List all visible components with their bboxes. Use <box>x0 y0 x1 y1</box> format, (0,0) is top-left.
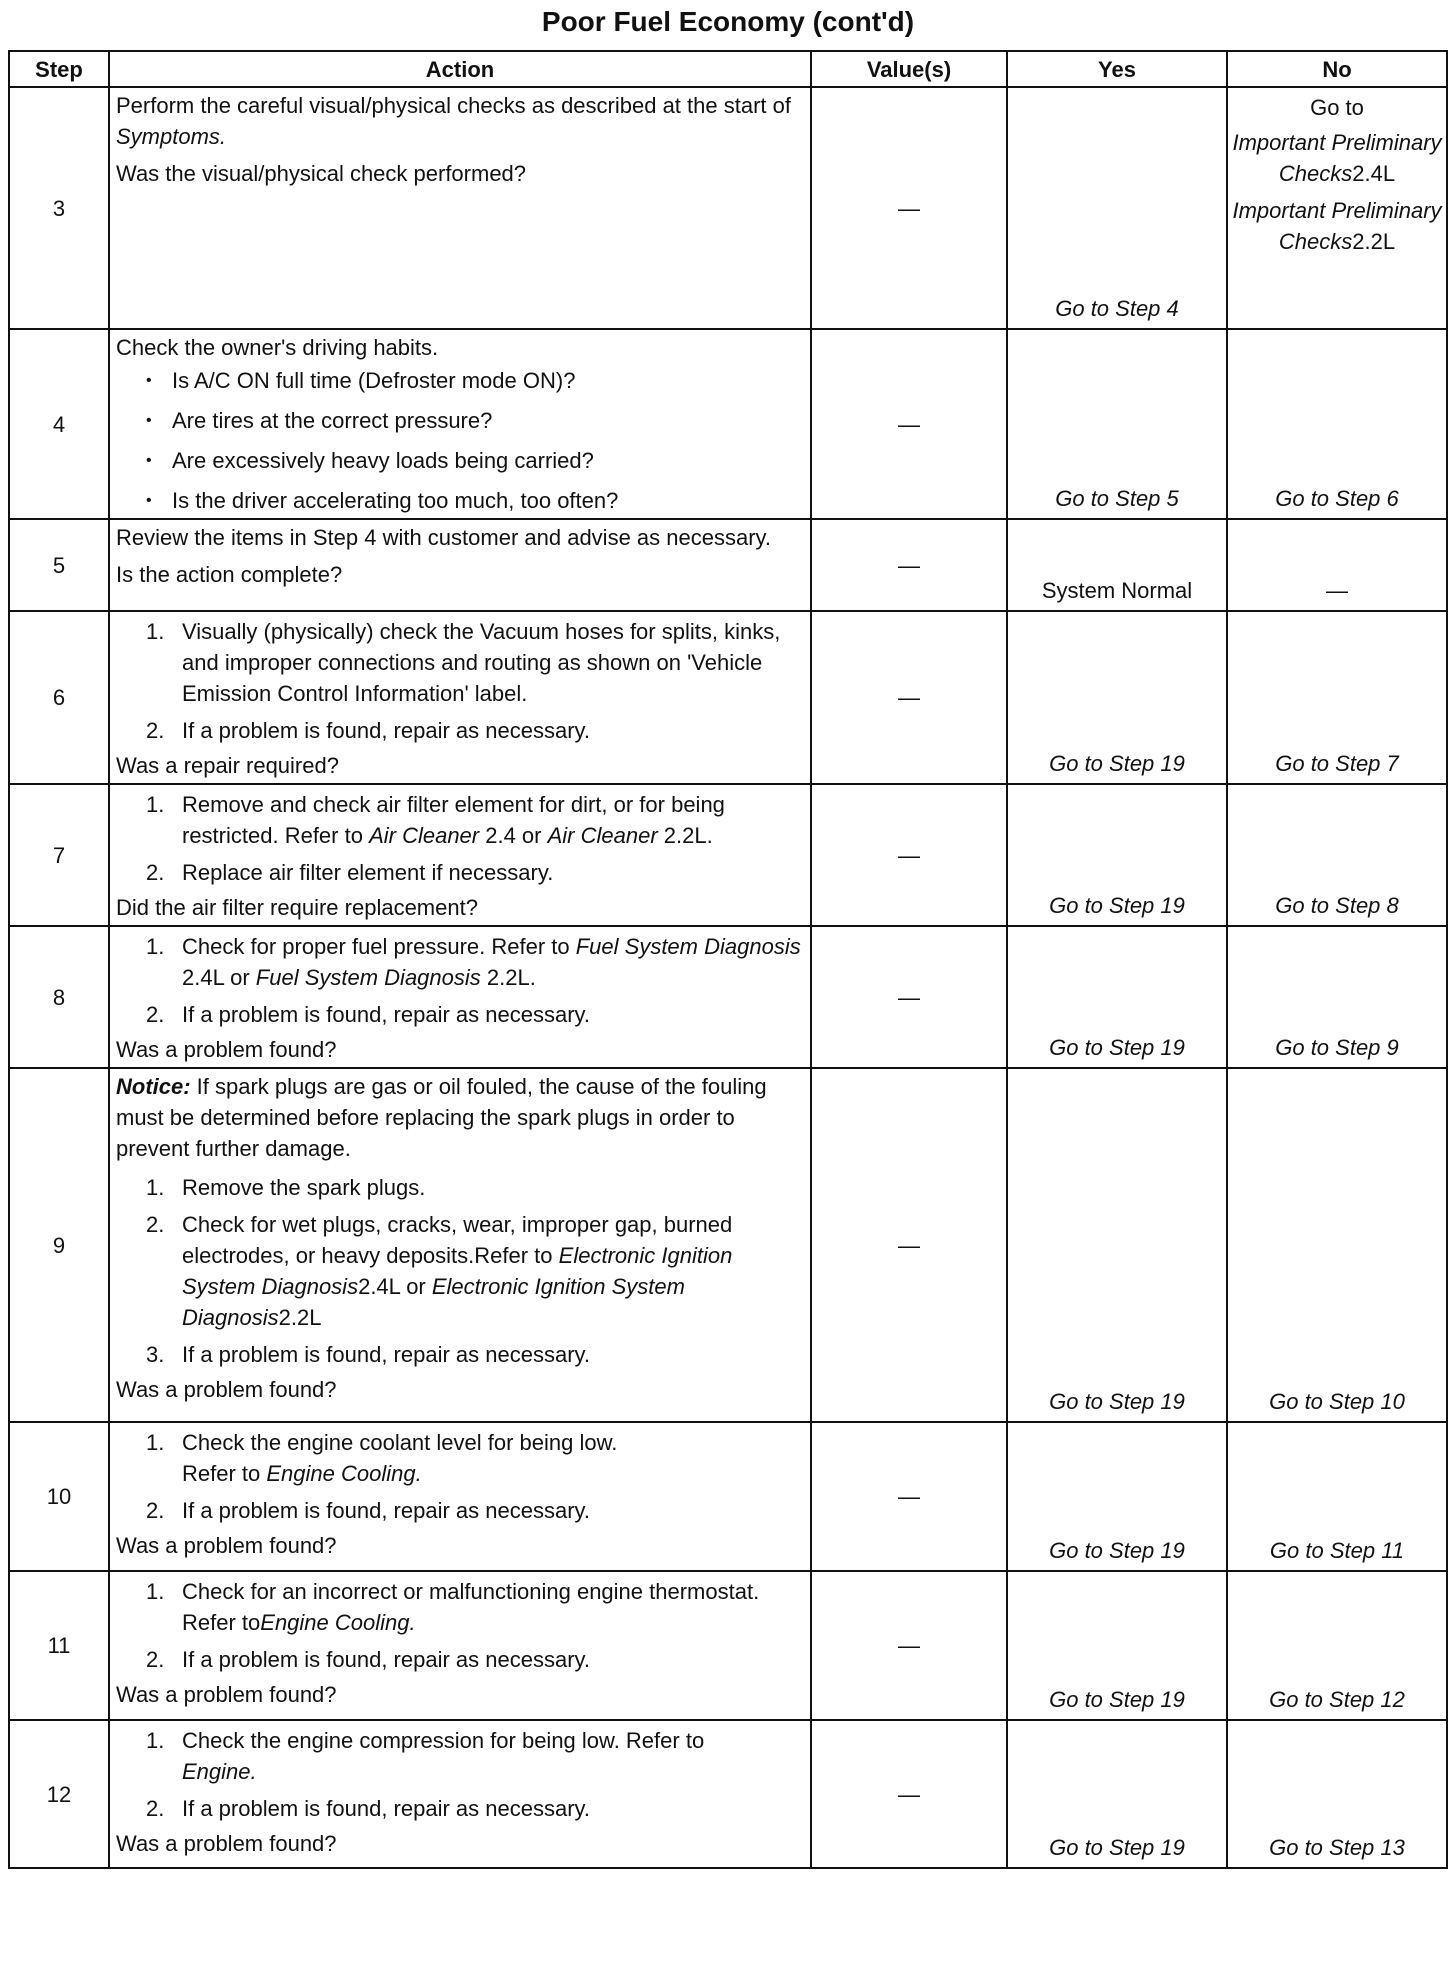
list-item <box>146 1576 804 1638</box>
reference-air-cleaner: Air Cleaner <box>369 823 480 848</box>
list-item <box>146 1339 804 1370</box>
yes-goto-link[interactable]: Go to Step 19 <box>1049 751 1185 776</box>
list-item <box>146 1495 804 1526</box>
yes-cell <box>1007 611 1227 784</box>
action-question: Did the air filter require replacement? <box>116 895 478 920</box>
action-question: Was a problem found? <box>116 1037 337 1062</box>
list-number: 1. <box>146 619 165 644</box>
yes-goto-link[interactable]: Go to Step 19 <box>1049 1389 1185 1414</box>
table-row-step-6 <box>9 611 1447 784</box>
action-intro: Review the items in Step 4 with customer and advise as necessary. <box>116 525 772 550</box>
yes-cell <box>1007 1422 1227 1571</box>
table-row-step-12 <box>9 1720 1447 1868</box>
value-cell: — <box>811 1571 1007 1720</box>
value-cell: — <box>811 329 1007 519</box>
step-number: 8 <box>9 926 109 1068</box>
list-item <box>146 789 804 851</box>
value-cell: — <box>811 926 1007 1068</box>
list-number: 1. <box>146 1175 165 1200</box>
list-item-text: Check the engine coolant level for being low. Refer to <box>182 1430 618 1486</box>
list-item-text: If a problem is found, repair as necessary. <box>182 718 591 743</box>
no-cell <box>1227 611 1447 784</box>
no-link-2-4l[interactable] <box>1232 127 1442 189</box>
list-item <box>146 931 804 993</box>
action-question: Was a problem found? <box>116 1377 337 1402</box>
action-question: Was a repair required? <box>116 753 339 778</box>
step-number: 3 <box>9 87 109 329</box>
list-item-text: 2.2L. <box>657 823 713 848</box>
numbered-list <box>116 1427 804 1526</box>
action-question: Was a problem found? <box>116 1831 337 1856</box>
no-link-text: Important Preliminary Checks <box>1232 198 1442 254</box>
header-yes: Yes <box>1007 51 1227 87</box>
no-link-engine: 2.2L <box>1352 229 1396 254</box>
no-cell <box>1227 1571 1447 1720</box>
yes-goto-link[interactable]: Go to Step 19 <box>1049 893 1185 918</box>
reference-air-cleaner: Air Cleaner <box>547 823 658 848</box>
yes-cell <box>1007 519 1227 611</box>
list-number: 2. <box>146 718 165 743</box>
no-link-text: Important Preliminary Checks <box>1232 130 1442 186</box>
list-item: • Is A/C ON full time (Defroster mode ON)? <box>146 365 804 396</box>
no-goto-link[interactable]: Go to Step 11 <box>1269 1538 1405 1563</box>
list-item-text: 2.2L. <box>480 965 536 990</box>
bullet-list <box>116 365 804 516</box>
value-cell: — <box>811 87 1007 329</box>
action-cell <box>109 329 811 519</box>
list-item <box>146 1209 804 1333</box>
step-number: 10 <box>9 1422 109 1571</box>
value-cell: — <box>811 519 1007 611</box>
list-number: 2. <box>146 1796 165 1821</box>
list-item-text: If a problem is found, repair as necessary. <box>182 1342 591 1367</box>
reference-engine-cooling: Engine Cooling. <box>266 1461 422 1486</box>
step-number: 9 <box>9 1068 109 1422</box>
yes-cell <box>1007 87 1227 329</box>
reference-engine-cooling: Engine Cooling. <box>260 1610 416 1635</box>
action-cell <box>109 519 811 611</box>
list-number: 1. <box>146 1430 165 1455</box>
notice-text <box>116 1071 804 1164</box>
list-item-text: Check for an incorrect or malfunctioning engine thermostat. Refer to <box>182 1579 760 1635</box>
action-text-part: Perform the careful visual/physical checks as described at the start of <box>116 93 791 118</box>
yes-cell <box>1007 784 1227 926</box>
action-question: Was a problem found? <box>116 1682 337 1707</box>
no-cell <box>1227 1720 1447 1868</box>
action-cell <box>109 1571 811 1720</box>
list-number: 2. <box>146 1647 165 1672</box>
list-number: 1. <box>146 1579 165 1604</box>
no-cell <box>1227 1422 1447 1571</box>
yes-goto-link[interactable]: Go to Step 19 <box>1049 1035 1185 1060</box>
value-cell: — <box>811 1422 1007 1571</box>
step-number: 11 <box>9 1571 109 1720</box>
header-values: Value(s) <box>811 51 1007 87</box>
list-item <box>146 857 804 888</box>
list-item <box>146 616 804 709</box>
list-number: 2. <box>146 1498 165 1523</box>
action-question: Was a problem found? <box>116 1533 337 1558</box>
value-cell: — <box>811 784 1007 926</box>
list-item-text: If a problem is found, repair as necessary. <box>182 1647 591 1672</box>
no-goto-link[interactable]: Go to Step 12 <box>1269 1687 1405 1712</box>
no-goto-link[interactable]: Go to Step 6 <box>1275 486 1399 511</box>
list-item <box>146 715 804 746</box>
list-item: • Is the driver accelerating too much, too often? <box>146 485 804 516</box>
list-number: 2. <box>146 1212 165 1237</box>
list-item-text: 2.4L or <box>358 1274 432 1299</box>
reference-fuel-system: Fuel System Diagnosis <box>255 965 481 990</box>
yes-result: System Normal <box>1041 578 1193 603</box>
no-cell <box>1227 926 1447 1068</box>
action-text <box>116 90 804 152</box>
numbered-list <box>116 789 804 888</box>
no-goto-link[interactable]: Go to Step 8 <box>1275 893 1399 918</box>
table-row-step-10 <box>9 1422 1447 1571</box>
no-goto-link[interactable]: Go to Step 9 <box>1275 1035 1399 1060</box>
value-cell: — <box>811 611 1007 784</box>
list-number: 2. <box>146 1002 165 1027</box>
no-goto-link[interactable]: Go to Step 13 <box>1269 1835 1405 1860</box>
list-item <box>146 1172 804 1203</box>
reference-ignition: Electronic Ignition System Diagnosis <box>182 1274 685 1330</box>
action-question: Was the visual/physical check performed? <box>116 161 527 186</box>
no-goto-link[interactable]: Go to Step 7 <box>1275 751 1399 776</box>
yes-cell <box>1007 1068 1227 1422</box>
table-row-step-4 <box>9 329 1447 519</box>
no-cell <box>1227 329 1447 519</box>
step-number: 5 <box>9 519 109 611</box>
list-item-text: 2.4L or <box>182 965 256 990</box>
no-cell <box>1227 87 1447 329</box>
list-item-text: Remove the spark plugs. <box>182 1175 426 1200</box>
yes-cell <box>1007 329 1227 519</box>
table-header-row <box>9 51 1447 87</box>
numbered-list <box>116 931 804 1030</box>
list-item <box>146 1793 804 1824</box>
value-cell: — <box>811 1720 1007 1868</box>
list-number: 1. <box>146 934 165 959</box>
table-row-step-8 <box>9 926 1447 1068</box>
list-number: 2. <box>146 860 165 885</box>
yes-goto-link[interactable]: Go to Step 19 <box>1049 1687 1185 1712</box>
action-cell <box>109 926 811 1068</box>
notice-body: If spark plugs are gas or oil fouled, the cause of the fouling must be determined before replacing the spark plugs in order to prevent further damage. <box>116 1074 767 1161</box>
no-cell <box>1227 1068 1447 1422</box>
yes-goto-link[interactable]: Go to Step 4 <box>1055 296 1179 321</box>
yes-goto-link[interactable]: Go to Step 5 <box>1055 486 1179 511</box>
header-step: Step <box>9 51 109 87</box>
action-cell <box>109 611 811 784</box>
list-item-text: If a problem is found, repair as necessary. <box>182 1002 591 1027</box>
list-item-text: Check for wet plugs, cracks, wear, improper gap, burned electrodes, or heavy deposits.Refer to <box>182 1212 733 1268</box>
yes-cell <box>1007 926 1227 1068</box>
yes-cell <box>1007 1720 1227 1868</box>
action-cell <box>109 1720 811 1868</box>
page-title: Poor Fuel Economy (cont'd) <box>541 6 915 37</box>
reference-ignition: Electronic Ignition System Diagnosis <box>182 1243 733 1299</box>
no-link-2-2l[interactable] <box>1232 195 1442 257</box>
no-goto-link[interactable]: Go to Step 10 <box>1269 1389 1405 1414</box>
list-item-text: If a problem is found, repair as necessary. <box>182 1796 591 1821</box>
diagnostic-table <box>8 50 1448 1869</box>
value-cell: — <box>811 1068 1007 1422</box>
list-item: • Are tires at the correct pressure? <box>146 405 804 436</box>
action-question: Is the action complete? <box>116 562 343 587</box>
table-row-step-3 <box>9 87 1447 329</box>
list-item-text: Check for proper fuel pressure. Refer to <box>182 934 576 959</box>
action-intro: Check the owner's driving habits. <box>116 335 439 360</box>
reference-symptoms: Symptoms. <box>116 124 227 149</box>
no-goto-label: Go to <box>1310 95 1364 120</box>
list-item-text: Replace air filter element if necessary. <box>182 860 554 885</box>
no-cell: — <box>1227 519 1447 611</box>
step-number: 6 <box>9 611 109 784</box>
yes-goto-link[interactable]: Go to Step 19 <box>1049 1835 1185 1860</box>
action-cell <box>109 1068 811 1422</box>
numbered-list <box>116 1576 804 1675</box>
list-item-text: If a problem is found, repair as necessary. <box>182 1498 591 1523</box>
reference-engine: Engine. <box>182 1759 257 1784</box>
numbered-list <box>116 1172 804 1370</box>
list-item <box>146 999 804 1030</box>
list-item <box>146 1725 804 1787</box>
step-number: 12 <box>9 1720 109 1868</box>
notice-label: Notice: <box>116 1074 191 1099</box>
action-cell <box>109 87 811 329</box>
list-item-text: 2.4 or <box>479 823 548 848</box>
numbered-list <box>116 1725 804 1824</box>
header-action: Action <box>109 51 811 87</box>
table-row-step-5 <box>9 519 1447 611</box>
action-cell <box>109 784 811 926</box>
action-cell <box>109 1422 811 1571</box>
step-number: 4 <box>9 329 109 519</box>
list-number: 1. <box>146 792 165 817</box>
list-number: 1. <box>146 1728 165 1753</box>
no-link-engine: 2.4L <box>1352 161 1396 186</box>
list-item-text: 2.2L <box>278 1305 322 1330</box>
table-row-step-9 <box>9 1068 1447 1422</box>
reference-fuel-system: Fuel System Diagnosis <box>575 934 801 959</box>
table-row-step-7 <box>9 784 1447 926</box>
numbered-list <box>116 616 804 746</box>
list-item-text: Check the engine compression for being low. Refer to <box>182 1728 705 1753</box>
table-row-step-11 <box>9 1571 1447 1720</box>
list-item-text: Remove and check air filter element for dirt, or for being restricted. Refer to <box>182 792 725 848</box>
list-item <box>146 1644 804 1675</box>
list-number: 3. <box>146 1342 165 1367</box>
header-no: No <box>1227 51 1447 87</box>
list-item-text: Visually (physically) check the Vacuum hoses for splits, kinks, and improper connections and routing as shown on 'Vehicle Emission Control Information' label. <box>182 619 781 706</box>
step-number: 7 <box>9 784 109 926</box>
list-item: • Are excessively heavy loads being carried? <box>146 445 804 476</box>
yes-cell <box>1007 1571 1227 1720</box>
yes-goto-link[interactable]: Go to Step 19 <box>1049 1538 1185 1563</box>
no-cell <box>1227 784 1447 926</box>
list-item <box>146 1427 804 1489</box>
